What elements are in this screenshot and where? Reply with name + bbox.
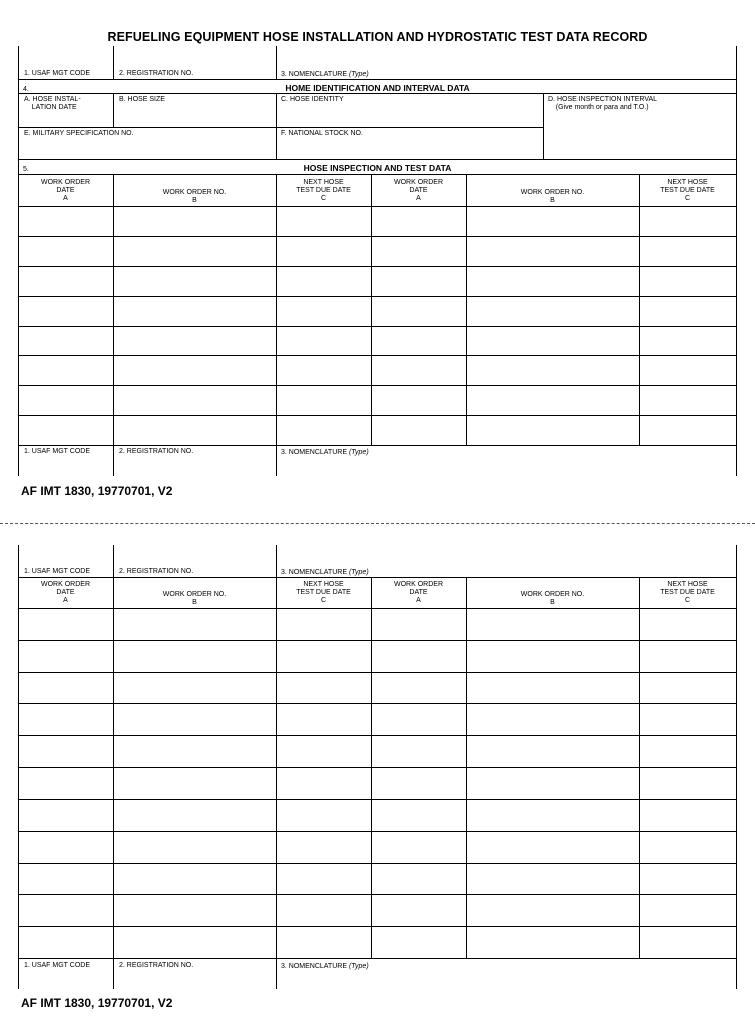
entry-cell-wo-date-a[interactable] (19, 267, 113, 296)
entry-cell-wo-no-b-right[interactable] (467, 704, 639, 735)
entry-cell-wo-date-a[interactable] (19, 386, 113, 415)
entry-cell-next-test-c-right[interactable] (640, 832, 736, 863)
entry-cell-next-test-c-right[interactable] (640, 327, 736, 356)
entry-cell-wo-no-b[interactable] (114, 267, 276, 296)
entry-cell-wo-no-b-right[interactable] (467, 267, 639, 296)
entry-cell-next-test-c-right[interactable] (640, 297, 736, 326)
registration-no-label: 2. REGISTRATION NO. (119, 70, 194, 77)
entry-cell-next-test-c-right[interactable] (640, 704, 736, 735)
entry-cell-wo-no-b-right[interactable] (467, 327, 639, 356)
entry-cell-wo-no-b[interactable] (114, 895, 276, 926)
entry-cell-wo-no-b-right[interactable] (467, 641, 639, 672)
hose-installation-date-label: A. HOSE INSTAL- LATION DATE (24, 96, 81, 111)
entry-cell-wo-date-a-right[interactable] (372, 609, 466, 640)
entry-cell-wo-no-b[interactable] (114, 386, 276, 415)
form-number-footer-2: AF IMT 1830, 19770701, V2 (21, 996, 173, 1010)
nomenclature-label: 3. NOMENCLATURE (Type) (281, 71, 369, 78)
entry-cell-wo-no-b[interactable] (114, 800, 276, 831)
entry-cell-next-test-c[interactable] (277, 327, 371, 356)
hose-identity-label: C. HOSE IDENTITY (281, 96, 344, 103)
usaf-mgt-code-label-2: 1. USAF MGT CODE (24, 568, 90, 575)
entry-cell-wo-date-a-right[interactable] (372, 895, 466, 926)
entry-cell-wo-date-a-right[interactable] (372, 800, 466, 831)
entry-cell-wo-no-b-right[interactable] (467, 297, 639, 326)
usaf-mgt-code-label: 1. USAF MGT CODE (24, 70, 90, 77)
entry-cell-next-test-c[interactable] (277, 864, 371, 895)
entry-cell-next-test-c[interactable] (277, 736, 371, 767)
row-divider (18, 296, 737, 297)
row-divider (18, 863, 737, 864)
entry-cell-wo-date-a[interactable] (19, 609, 113, 640)
entry-cell-wo-date-a[interactable] (19, 768, 113, 799)
cut-line (0, 523, 755, 524)
entry-cell-wo-date-a-right[interactable] (372, 864, 466, 895)
entry-cell-next-test-c-right[interactable] (640, 864, 736, 895)
entry-cell-wo-date-a-right[interactable] (372, 736, 466, 767)
registration-no-label-bottom-2: 2. REGISTRATION NO. (119, 962, 194, 969)
col-next-test-c-right-2: NEXT HOSE TEST DUE DATE C (660, 581, 715, 604)
row-divider (18, 926, 737, 927)
form-title: REFUELING EQUIPMENT HOSE INSTALLATION AND HYDROSTATIC TEST DATA RECORD (107, 30, 648, 44)
section-4-number: 4. (23, 86, 29, 93)
entry-cell-next-test-c[interactable] (277, 673, 371, 704)
entry-cell-next-test-c[interactable] (277, 927, 371, 958)
row-divider (18, 385, 737, 386)
entry-cell-wo-date-a[interactable] (19, 832, 113, 863)
entry-cell-wo-no-b[interactable] (114, 237, 276, 266)
row-divider (18, 735, 737, 736)
entry-cell-next-test-c-right[interactable] (640, 386, 736, 415)
entry-cell-next-test-c[interactable] (277, 207, 371, 236)
entry-cell-next-test-c[interactable] (277, 386, 371, 415)
entry-cell-wo-date-a[interactable] (19, 895, 113, 926)
entry-cell-next-test-c-right[interactable] (640, 673, 736, 704)
entry-cell-wo-no-b[interactable] (114, 416, 276, 445)
entry-cell-wo-no-b[interactable] (114, 673, 276, 704)
entry-cell-next-test-c-right[interactable] (640, 207, 736, 236)
nomenclature-label-2: 3. NOMENCLATURE (Type) (281, 569, 369, 576)
entry-cell-wo-no-b-right[interactable] (467, 832, 639, 863)
entry-cell-wo-no-b[interactable] (114, 768, 276, 799)
entry-cell-next-test-c-right[interactable] (640, 416, 736, 445)
entry-cell-wo-no-b[interactable] (114, 832, 276, 863)
entry-cell-wo-date-a[interactable] (19, 927, 113, 958)
col-wo-date-a-right: WORK ORDER DATE A (394, 179, 443, 202)
entry-cell-wo-date-a-right[interactable] (372, 297, 466, 326)
entry-cell-wo-date-a-right[interactable] (372, 768, 466, 799)
hose-size-label: B. HOSE SIZE (119, 96, 165, 103)
col-next-test-c-2: NEXT HOSE TEST DUE DATE C (296, 581, 351, 604)
section-5-heading: HOSE INSPECTION AND TEST DATA (303, 163, 452, 173)
nomenclature-label-bottom: 3. NOMENCLATURE (Type) (281, 449, 369, 456)
entry-cell-next-test-c[interactable] (277, 609, 371, 640)
registration-no-label-2: 2. REGISTRATION NO. (119, 568, 194, 575)
entry-cell-wo-no-b[interactable] (114, 736, 276, 767)
col-wo-date-a: WORK ORDER DATE A (41, 179, 90, 202)
entry-cell-next-test-c-right[interactable] (640, 800, 736, 831)
col-wo-no-b-right: WORK ORDER NO. B (520, 189, 585, 204)
entry-cell-wo-no-b-right[interactable] (467, 416, 639, 445)
entry-cell-wo-date-a-right[interactable] (372, 832, 466, 863)
row-divider (18, 703, 737, 704)
entry-cell-wo-no-b[interactable] (114, 927, 276, 958)
entry-cell-wo-no-b[interactable] (114, 704, 276, 735)
entry-cell-wo-date-a[interactable] (19, 641, 113, 672)
entry-cell-wo-no-b[interactable] (114, 356, 276, 385)
entry-cell-wo-no-b[interactable] (114, 609, 276, 640)
entry-cell-wo-no-b[interactable] (114, 207, 276, 236)
entry-cell-next-test-c[interactable] (277, 416, 371, 445)
entry-cell-wo-date-a-right[interactable] (372, 207, 466, 236)
entry-cell-next-test-c[interactable] (277, 800, 371, 831)
entry-cell-next-test-c-right[interactable] (640, 895, 736, 926)
entry-cell-wo-no-b-right[interactable] (467, 864, 639, 895)
entry-cell-wo-date-a[interactable] (19, 327, 113, 356)
col-wo-no-b: WORK ORDER NO. B (162, 189, 227, 204)
entry-cell-wo-no-b-right[interactable] (467, 895, 639, 926)
entry-cell-next-test-c-right[interactable] (640, 641, 736, 672)
col-wo-no-b-2: WORK ORDER NO. B (162, 591, 227, 606)
entry-cell-next-test-c-right[interactable] (640, 267, 736, 296)
entry-cell-wo-no-b[interactable] (114, 327, 276, 356)
row-divider (18, 355, 737, 356)
row-divider (18, 831, 737, 832)
entry-cell-next-test-c[interactable] (277, 641, 371, 672)
entry-cell-next-test-c-right[interactable] (640, 768, 736, 799)
nomenclature-label-bottom-2: 3. NOMENCLATURE (Type) (281, 963, 369, 970)
entry-cell-next-test-c[interactable] (277, 356, 371, 385)
entry-cell-wo-no-b-right[interactable] (467, 736, 639, 767)
entry-cell-wo-no-b-right[interactable] (467, 386, 639, 415)
entry-cell-wo-no-b-right[interactable] (467, 237, 639, 266)
entry-cell-wo-date-a-right[interactable] (372, 673, 466, 704)
row-divider (18, 799, 737, 800)
entry-cell-next-test-c-right[interactable] (640, 609, 736, 640)
entry-cell-wo-date-a[interactable] (19, 356, 113, 385)
entry-cell-wo-date-a-right[interactable] (372, 927, 466, 958)
form-number-footer: AF IMT 1830, 19770701, V2 (21, 484, 173, 498)
usaf-mgt-code-label-bottom-2: 1. USAF MGT CODE (24, 962, 90, 969)
entry-cell-wo-date-a-right[interactable] (372, 641, 466, 672)
entry-cell-wo-no-b-right[interactable] (467, 356, 639, 385)
entry-cell-next-test-c[interactable] (277, 704, 371, 735)
row-divider (18, 894, 737, 895)
entry-cell-wo-no-b[interactable] (114, 641, 276, 672)
entry-cell-wo-date-a[interactable] (19, 704, 113, 735)
row-divider (18, 640, 737, 641)
col-wo-no-b-right-2: WORK ORDER NO. B (520, 591, 585, 606)
entry-cell-next-test-c[interactable] (277, 832, 371, 863)
col-next-test-c-right: NEXT HOSE TEST DUE DATE C (660, 179, 715, 202)
entry-cell-wo-date-a-right[interactable] (372, 237, 466, 266)
row-divider (18, 236, 737, 237)
row-divider (18, 767, 737, 768)
entry-cell-wo-date-a-right[interactable] (372, 267, 466, 296)
entry-cell-wo-date-a[interactable] (19, 800, 113, 831)
section-4-heading: HOME IDENTIFICATION AND INTERVAL DATA (285, 83, 470, 93)
entry-cell-next-test-c-right[interactable] (640, 736, 736, 767)
entry-cell-next-test-c-right[interactable] (640, 927, 736, 958)
entry-cell-wo-date-a-right[interactable] (372, 704, 466, 735)
entry-cell-next-test-c[interactable] (277, 895, 371, 926)
section-5-number: 5. (23, 166, 29, 173)
hose-inspection-interval-label: D. HOSE INSPECTION INTERVAL (Give month or para and T.O.) (548, 96, 658, 111)
entry-cell-wo-date-a[interactable] (19, 736, 113, 767)
entry-cell-wo-no-b-right[interactable] (467, 768, 639, 799)
national-stock-label: F. NATIONAL STOCK NO. (281, 130, 363, 137)
row-divider (18, 672, 737, 673)
entry-cell-wo-no-b[interactable] (114, 864, 276, 895)
entry-cell-wo-date-a[interactable] (19, 864, 113, 895)
entry-cell-next-test-c[interactable] (277, 237, 371, 266)
entry-cell-wo-date-a[interactable] (19, 416, 113, 445)
entry-cell-wo-no-b-right[interactable] (467, 609, 639, 640)
entry-cell-wo-date-a-right[interactable] (372, 416, 466, 445)
entry-cell-wo-date-a[interactable] (19, 237, 113, 266)
usaf-mgt-code-label-bottom: 1. USAF MGT CODE (24, 448, 90, 455)
entry-cell-wo-no-b-right[interactable] (467, 673, 639, 704)
entry-cell-next-test-c[interactable] (277, 267, 371, 296)
entry-cell-wo-no-b[interactable] (114, 297, 276, 326)
col-wo-date-a-2: WORK ORDER DATE A (41, 581, 90, 604)
entry-cell-wo-no-b-right[interactable] (467, 800, 639, 831)
col-wo-date-a-right-2: WORK ORDER DATE A (394, 581, 443, 604)
entry-cell-wo-date-a-right[interactable] (372, 356, 466, 385)
row-divider (18, 266, 737, 267)
entry-cell-next-test-c[interactable] (277, 768, 371, 799)
registration-no-label-bottom: 2. REGISTRATION NO. (119, 448, 194, 455)
entry-cell-wo-date-a[interactable] (19, 297, 113, 326)
entry-cell-wo-no-b-right[interactable] (467, 927, 639, 958)
entry-cell-wo-no-b-right[interactable] (467, 207, 639, 236)
row-divider (18, 326, 737, 327)
col-next-test-c: NEXT HOSE TEST DUE DATE C (296, 179, 351, 202)
military-spec-label: E. MILITARY SPECIFICATION NO. (24, 130, 134, 137)
entry-cell-wo-date-a[interactable] (19, 207, 113, 236)
entry-cell-next-test-c-right[interactable] (640, 356, 736, 385)
entry-cell-wo-date-a[interactable] (19, 673, 113, 704)
entry-cell-wo-date-a-right[interactable] (372, 327, 466, 356)
entry-cell-next-test-c[interactable] (277, 297, 371, 326)
entry-cell-wo-date-a-right[interactable] (372, 386, 466, 415)
entry-cell-next-test-c-right[interactable] (640, 237, 736, 266)
row-divider (18, 415, 737, 416)
